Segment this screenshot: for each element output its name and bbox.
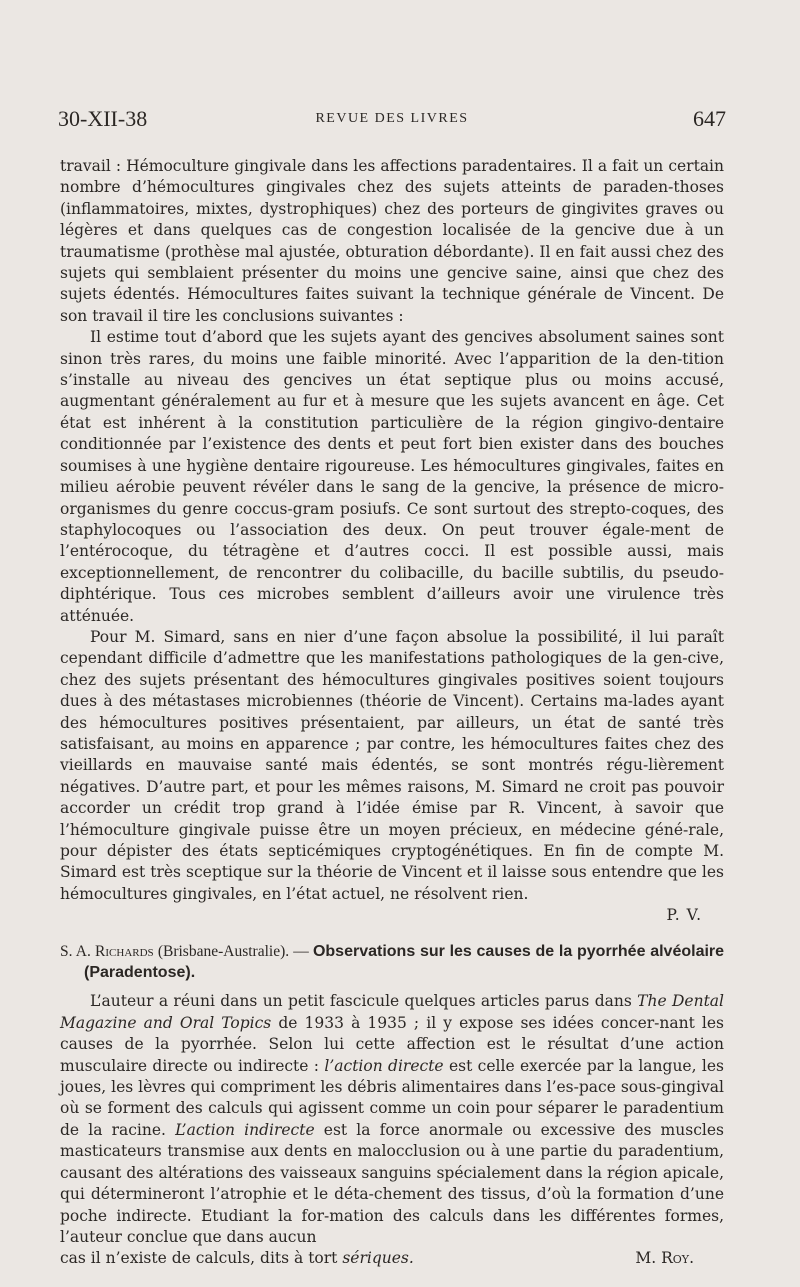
page-number: 647 [693,106,726,131]
term-direct: l’action directe [324,1056,444,1075]
term-seriques: sériques. [342,1249,414,1268]
paragraph: Il estime tout d’abord que les sujets ayant des gencives absolument saines sont sinon très rares, du moins une faible minorité. Avec l’apparition de la den-tition s’installe au niveau des gencives un état septique plus ou moins accusé, augmentant généralement au fur et à mesure que les sujets avancent en âge. Cet état est inhérent à la constitution particulière de la région gingivo-dentaire conditionnée par l’existence des dents et peut fort bien exister dans des bouches soumises à une hygiène dentaire rigoureuse. Les hémocultures gingivales, faites en milieu aérobie peuvent révéler dans le sang de la gencive, la présence de micro-organismes du genre coccus-gram posiufs. Ce sont surtout des strepto-coques, des staphylocoques ou l’association des deux. On peut trouver égale-ment de l’entérocoque, du tétragène et d’autres cocci. Il est possible aussi, mais exceptionnellement, de rencontrer du colibacille, du bacille subtilis, du pseudo-diphtérique. Tous ces microbes semblent d’ailleurs avoir une virulence très atténuée. [60,328,724,625]
header-date: 30-XII-38 [58,106,148,131]
running-header [58,106,726,136]
text-run: est la force anormale ou excessive des muscles masticateurs transmise aux dents en malocclusion ou à une partie du paradentium, causant des altérations des vaisseaux sanguins spécialement dans la région apicale, qui détermineront l’atrophie et le déta-chement des tissus, d’où la formation d’une poche indirecte. Etudiant la for-mation des calculs dans les différentes formes, l’auteur conclue que dans aucun [60,1120,724,1246]
last-line-text [60,1248,414,1269]
text-run: de 1933 à 1935 ; il y expose ses idées concer-nant les causes de la pyorrhée. Selon lui cette affection est le résultat d’une action musculaire directe ou indirecte : [60,1013,725,1075]
page-body [60,156,724,1270]
text-run: L’auteur a réuni dans un petit fascicule quelques articles parus dans [90,992,632,1011]
paragraph [60,991,724,1248]
text-run: est celle exercée par la langue, les joues, les lèvres qui compriment les débris alimentaires dans l’es-pace sous-gingival où se forment des calculs qui agissent comme un coin pour séparer le paradentium de la racine. [60,1056,724,1139]
header-title: REVUE DES LIVRES [315,111,469,126]
review-title: Observations sur les causes de la pyorrhée alvéolaire (Paradentose). [84,942,725,982]
author-initials: S. A. [60,942,91,960]
paragraph-last-line [60,1248,724,1269]
reviewer-signature: P. V. [666,906,702,925]
journal-title: The Dental Magazine and Oral Topics [60,992,724,1032]
term-indirect: L’action indirecte [175,1120,315,1139]
text-run: cas il n’existe de calculs, dits à tort [60,1249,338,1268]
review-richards [60,941,724,1270]
paragraph: Pour M. Simard, sans en nier d’une façon absolue la possibilité, il lui paraît cependant difficile d’admettre que les manifestations pathologiques de la gen-cive, chez des sujets présentant des hémocultures gingivales positives soient toujours dues à des métastases microbiennes (théorie de Vincent). Certains ma-lades ayant des hémocultures positives présentaient, par ailleurs, un état de santé très satisfaisant, au moins en apparence ; par contre, les hémocultures faites chez des vieillards en mauvaise santé mais édentés, se sont montrés régu-lièrement négatives. D’autre part, et pour les mêmes raisons, M. Simard ne croit pas pouvoir accorder un crédit trop grand à l’idée émise par R. Vincent, à savoir que l’hémoculture gingivale puisse être un moyen précieux, en médecine géné-rale, pour dépister des états septicémiques cryptogénétiques. En fin de compte M. Simard est très sceptique sur la théorie de Vincent et il laisse sous entendre que les hémocultures gingivales, en l’état actuel, ne résolvent rien. [60,627,724,903]
review-heading [60,941,724,984]
paragraph: travail : Hémoculture gingivale dans les affections paradentaires. Il a fait un certain nombre d’hémocultures gingivales chez des sujets atteints de paraden-thoses (inflammatoires, mixtes, dystrophiques) chez des porteurs de gingivites graves ou légères et dans quelques cas de congestion localisée de la gencive due à un traumatisme (prothèse mal ajustée, obturation débordante). Il en fait aussi chez des sujets qui semblaient présenter du moins une gencive saine, ainsi que chez des sujets édentés. Hémocultures faites suivant la technique générale de Vincent. De son travail il tire les conclusions suivantes : [60,157,724,325]
author-location: (Brisbane-Australie). — [157,942,309,960]
reviewer-signature: M. Roy. [635,1249,694,1268]
author-name: Richards [95,942,154,960]
review-simard [60,156,724,927]
